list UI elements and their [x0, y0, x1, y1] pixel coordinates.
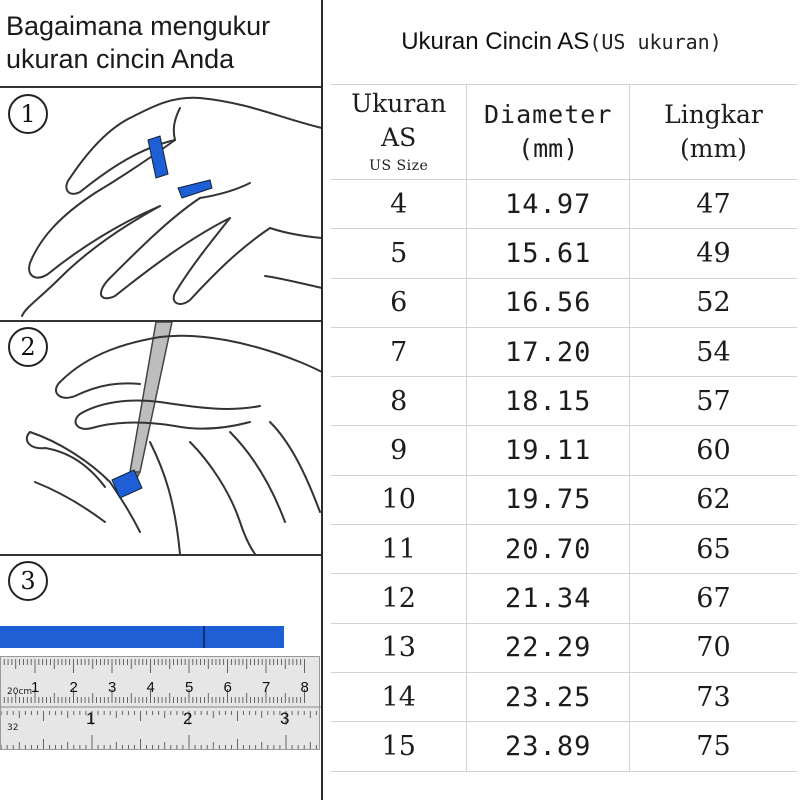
header-circumference-unit: (mm)	[680, 134, 747, 163]
step-1-number: 1	[8, 94, 48, 134]
table-row	[331, 672, 797, 721]
table-row	[331, 623, 797, 672]
ruler-bottom-number: 2	[183, 709, 193, 728]
cell-circumference: 52	[629, 278, 797, 327]
table-row	[331, 229, 797, 278]
cell-us-size: 15	[381, 730, 416, 762]
table-row	[331, 377, 797, 426]
header-us-size	[331, 85, 467, 180]
step-3-number: 3	[8, 561, 48, 601]
cell-circumference: 65	[629, 525, 797, 574]
cell-us-size: 10	[381, 484, 416, 516]
cell-diameter: 21.34	[467, 574, 630, 623]
cell-circumference: 62	[629, 475, 797, 524]
cell-circumference: 75	[629, 722, 797, 771]
table-row	[331, 278, 797, 327]
header-diameter	[467, 85, 630, 180]
table-row	[331, 426, 797, 475]
cell-us-size: 13	[381, 632, 416, 664]
table-row	[331, 180, 797, 229]
header-diameter-unit: (mm)	[518, 134, 579, 163]
ruler-top-number: 6	[223, 679, 232, 696]
measuring-guide-panel	[0, 0, 322, 800]
cell-circumference: 60	[629, 426, 797, 475]
ruler-top-number: 1	[31, 679, 40, 696]
cell-diameter: 20.70	[467, 525, 630, 574]
cell-us-size: 11	[381, 533, 416, 565]
ruler-bottom-number: 1	[86, 709, 96, 728]
ruler-top-number: 5	[185, 679, 194, 696]
cell-us-size: 8	[390, 385, 408, 417]
ruler-top-number: 3	[108, 679, 117, 696]
measured-strip	[0, 626, 284, 648]
ruler-top-label: 20cm	[7, 687, 33, 697]
step-2-number: 2	[8, 327, 48, 367]
ruler-bottom-label: 32	[7, 723, 19, 733]
chart-title	[323, 28, 800, 56]
header-us-size-sub: US Size	[369, 158, 429, 174]
cell-diameter: 18.15	[467, 377, 630, 426]
cell-us-size: 6	[390, 287, 408, 319]
ruler-top-number: 8	[300, 679, 309, 696]
cell-us-size: 12	[381, 583, 416, 615]
cell-us-size: 14	[381, 681, 416, 713]
header-circumference	[629, 85, 797, 180]
cell-circumference: 57	[629, 377, 797, 426]
ruler	[0, 656, 320, 750]
cell-diameter: 15.61	[467, 229, 630, 278]
cell-circumference: 47	[629, 180, 797, 229]
header-diameter-label: Diameter	[483, 100, 613, 129]
cell-us-size: 9	[390, 435, 408, 467]
cell-us-size: 4	[390, 188, 408, 220]
strip-mark	[203, 626, 205, 648]
table-row	[331, 574, 797, 623]
ring-size-table	[331, 84, 797, 772]
cell-diameter: 23.89	[467, 722, 630, 771]
table-row	[331, 722, 797, 771]
cell-circumference: 49	[629, 229, 797, 278]
header-circumference-label: Lingkar	[664, 100, 763, 129]
ruler-top-number: 7	[262, 679, 271, 696]
ruler-top-number: 4	[146, 679, 155, 696]
step-1-hand-illustration	[0, 88, 322, 320]
chart-title-sub: (US ukuran)	[589, 30, 722, 54]
cell-diameter: 23.25	[467, 672, 630, 721]
step-2-hand-marking-illustration	[0, 322, 322, 554]
cell-circumference: 54	[629, 327, 797, 376]
ruler-ticks	[1, 657, 321, 751]
table-row	[331, 475, 797, 524]
cell-us-size: 5	[390, 237, 408, 269]
chart-title-main: Ukuran Cincin AS	[401, 28, 590, 55]
table-row	[331, 525, 797, 574]
ruler-top-number: 2	[69, 679, 78, 696]
cell-diameter: 19.11	[467, 426, 630, 475]
size-chart-panel	[323, 0, 800, 800]
table-header-row	[331, 85, 797, 180]
cell-diameter: 16.56	[467, 278, 630, 327]
cell-circumference: 70	[629, 623, 797, 672]
cell-us-size: 7	[390, 336, 408, 368]
cell-circumference: 67	[629, 574, 797, 623]
ruler-bottom-number: 3	[280, 709, 290, 728]
cell-diameter: 19.75	[467, 475, 630, 524]
header-us-size-label: Ukuran AS	[351, 89, 447, 152]
cell-circumference: 73	[629, 672, 797, 721]
table-row	[331, 327, 797, 376]
cell-diameter: 17.20	[467, 327, 630, 376]
guide-title: Bagaimana mengukur ukuran cincin Anda	[6, 11, 271, 74]
guide-divider	[0, 554, 322, 556]
cell-diameter: 22.29	[467, 623, 630, 672]
cell-diameter: 14.97	[467, 180, 630, 229]
